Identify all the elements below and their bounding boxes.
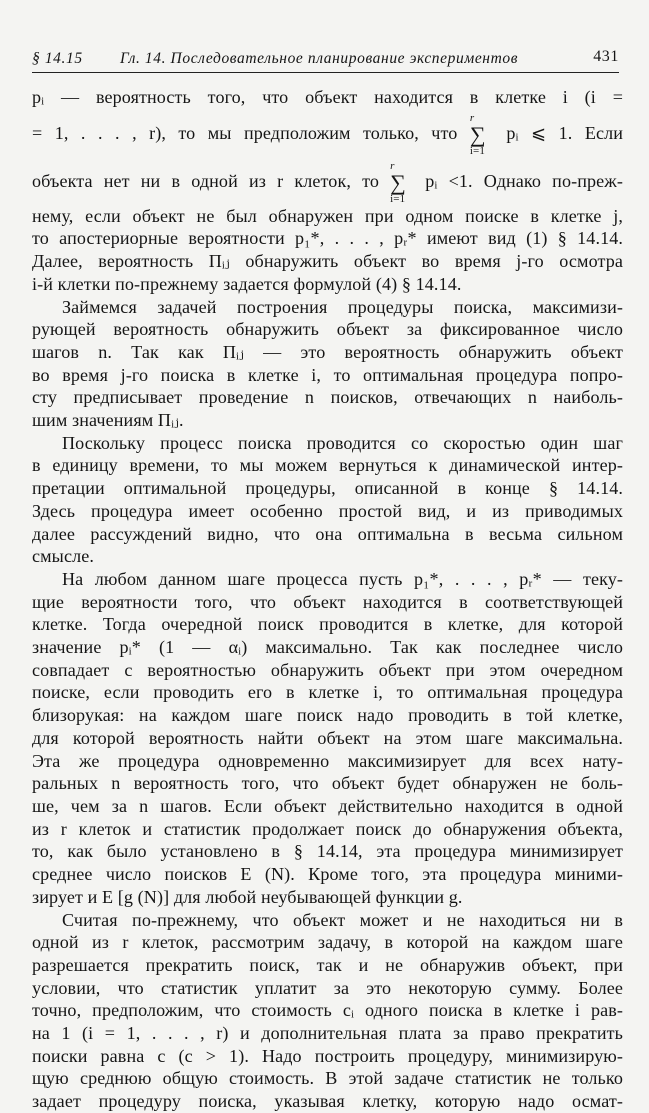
paragraph-start: Поскольку процесс поиска проводится со скоростью один шаг (62, 432, 623, 453)
text-line: сту предписывает проведение n поисков, отвечающих n наиболь- (32, 387, 623, 408)
text-line: далее рассуждений видно, что она оптимальна в весьма сильном (32, 523, 623, 544)
text-line: условии, что статистик уплатит за это некоторую сумму. Более (32, 977, 623, 998)
paragraph-start: На любом данном шаге процесса пусть p₁*, . . . , pᵣ* — теку- (62, 568, 623, 589)
text-line: щие вероятности того, что объект находится в соответствующей (32, 591, 623, 612)
text-line: ше, чем за n шагов. Если объект действительно находится в одной (32, 795, 623, 816)
text-line: шим значениям Πᵢⱼ. (32, 410, 184, 431)
text-line: зирует и E [g (N)] для любой неубывающей функции g. (32, 886, 463, 907)
text-line: значение pᵢ* (1 — αᵢ) максимально. Так как последнее число (32, 637, 623, 658)
text-line: i-й клетки по-прежнему задается формулой (4) § 14.14. (32, 273, 462, 294)
paragraph-start: Считая по-прежнему, что объект может и не находиться ни в (62, 909, 623, 930)
text-line: одной из r клеток, рассмотрим задачу, в которой на каждом шаге (32, 932, 623, 953)
text-line: смысле. (32, 546, 94, 567)
text-line: на 1 (i = 1, . . . , r) и дополнительная плата за право прекратить (32, 1023, 623, 1044)
page-body (32, 86, 623, 1113)
text-line: рующей вероятность обнаружить объект за фиксированное число (32, 319, 623, 340)
text-line: шагов n. Так как Πᵢⱼ — это вероятность обнаружить объект (32, 341, 623, 362)
text-line: в единицу времени, то мы можем вернуться к динамической интер- (32, 455, 623, 476)
sum-formula: r ∑ i=1 (390, 159, 406, 205)
text-line: ральных n вероятность того, что объект будет обнаружен не боль- (32, 773, 623, 794)
text-line: нему, если объект не был обнаружен при одном поиске в клетке j, (32, 205, 623, 226)
text-line: клетке. Тогда очередной поиск проводится в клетке, для которой (32, 614, 623, 635)
section-number: § 14.15 (32, 50, 83, 67)
text-line: Эта же процедура одновременно максимизирует для всех нату- (32, 750, 623, 771)
text-line: поиски равна c (c > 1). Надо построить процедуру, минимизирую- (32, 1045, 623, 1066)
text-line: pᵢ — вероятность того, что объект находится в клетке i (i = (32, 87, 623, 107)
text-line: щую среднюю общую стоимость. В этой задаче статистик не только (32, 1068, 623, 1089)
running-header (32, 44, 619, 73)
text-line-with-sum: объекта нет ни в одной из r клеток, то r ∑ i=1 pᵢ <1. Однако по-преж- (32, 159, 623, 205)
text-line: разрешается прекратить поиск, так и не обнаружив объект, при (32, 954, 623, 975)
text-line: из r клеток и статистик продолжает поиск до обнаружения объекта, (32, 818, 623, 839)
text-line: то апостериорные вероятности p₁*, . . . , pᵣ* имеют вид (1) § 14.14. (32, 228, 623, 249)
text-line: претации оптимальной процедуры, описанной в конце § 14.14. (32, 478, 623, 499)
text-line: точно, предположим, что стоимость cᵢ одного поиска в клетке i рав- (32, 1000, 623, 1021)
text-line: совпадает с вероятностью обнаружить объект при этом очередном (32, 659, 623, 680)
chapter-title: Гл. 14. Последовательное планирование экспериментов (120, 50, 519, 67)
text-line-with-sum: = 1, . . . , r), то мы предположим только, что r ∑ i=1 pᵢ ⩽ 1. Если (32, 111, 623, 157)
text-line: во время j-го поиска в клетке i, то оптимальная процедура попро- (32, 364, 623, 385)
text-line: среднее число поисков E (N). Кроме того, эта процедура миними- (32, 864, 623, 885)
text-line: близорукая: на каждом шаге поиск надо проводить в той клетке, (32, 705, 623, 726)
text-line: поиске, если проводить его в клетке i, то оптимальная процедура (32, 682, 623, 703)
text-line: для которой вероятность найти объект на этом шаге максимальна. (32, 727, 623, 748)
sum-formula: r ∑ i=1 (469, 111, 486, 157)
text-line: Здесь процедура имеет особенно простой вид, и из приводимых (32, 500, 623, 521)
text-line: задает процедуру поиска, указывая клетку, которую надо осмат- (32, 1091, 623, 1112)
text-line: то, как было установлено в § 14.14, эта процедура минимизирует (32, 841, 623, 862)
paragraph-start: Займемся задачей построения процедуры поиска, максимизи- (62, 296, 623, 317)
page-number: 431 (593, 48, 619, 65)
text-line: Далее, вероятность Πᵢⱼ обнаружить объект во время j-го осмотра (32, 251, 623, 272)
